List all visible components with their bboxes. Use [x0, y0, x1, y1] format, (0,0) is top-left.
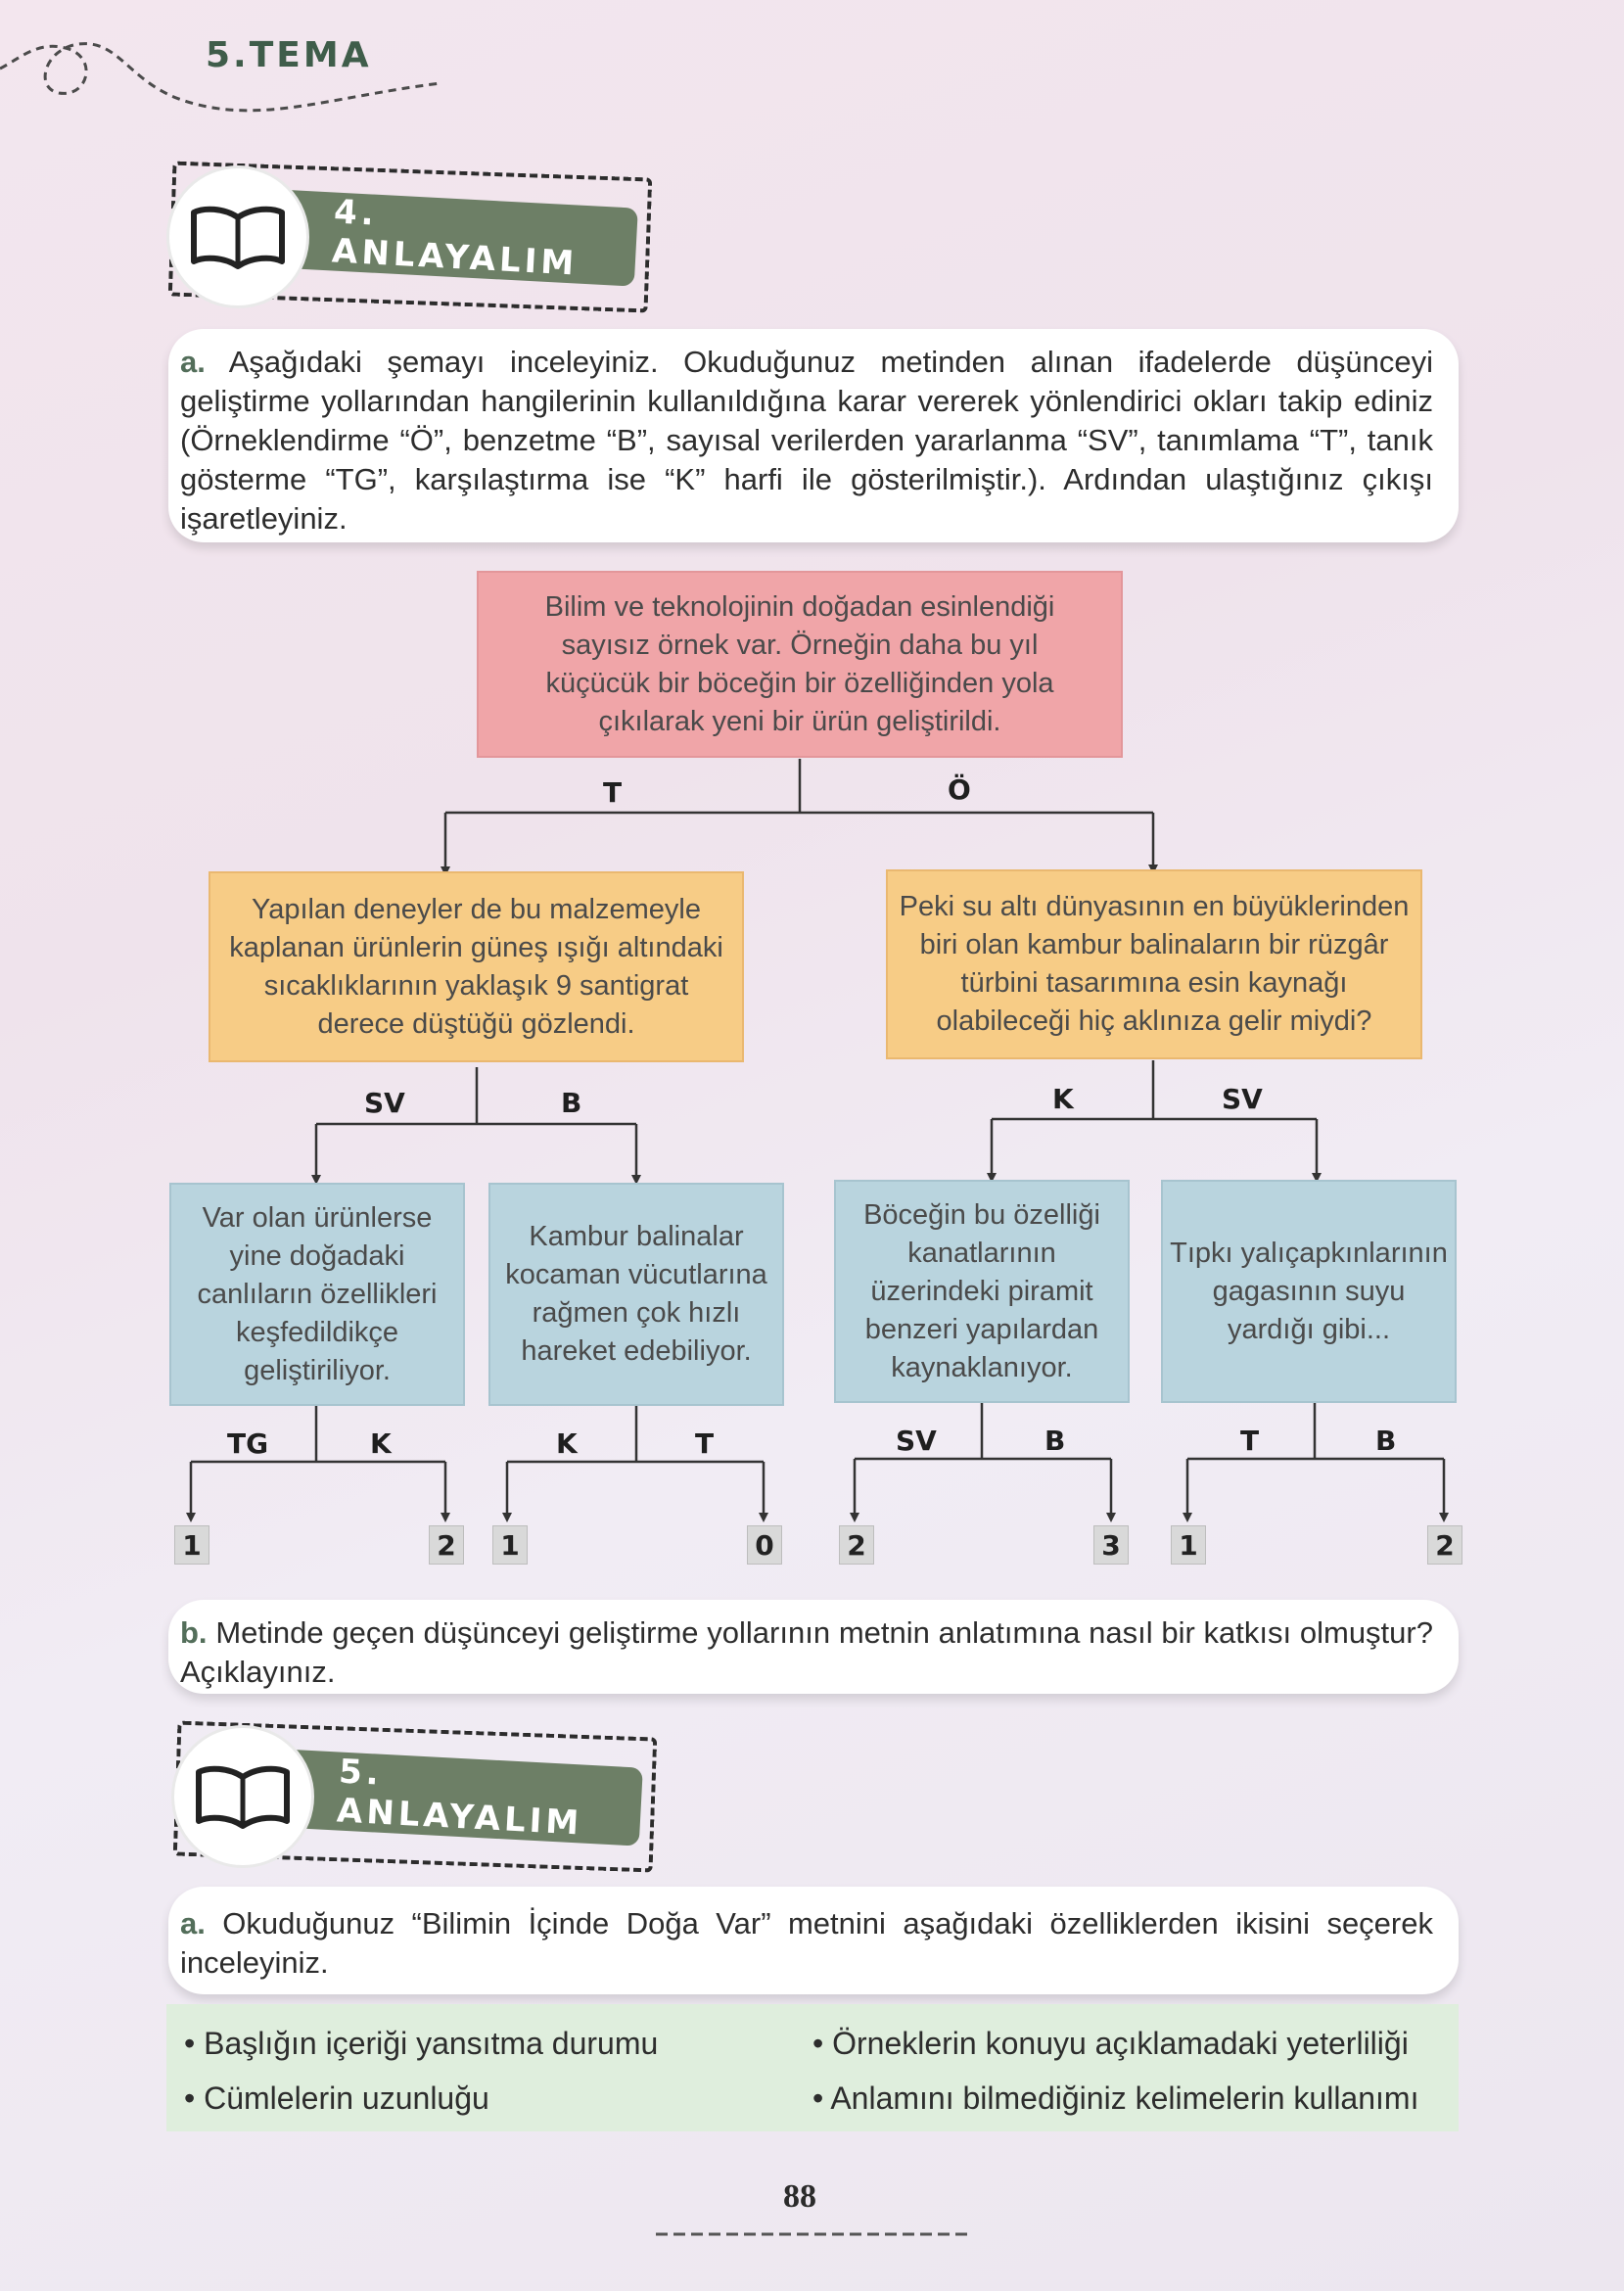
- section4-title: 4. ANLAYALIM: [331, 192, 580, 284]
- exit-checkbox[interactable]: 1: [174, 1525, 209, 1565]
- option-item: • Başlığın içeriği yansıtma durumu: [184, 2026, 659, 2061]
- section5-banner: [171, 1721, 661, 1844]
- left-label-2: B: [561, 1087, 582, 1119]
- diagram-leaf-box: [169, 1183, 465, 1406]
- leaf-3-label-2: B: [1044, 1425, 1066, 1457]
- leaf-2-label-1: K: [556, 1427, 578, 1460]
- footer-dash-decoration: [656, 2228, 969, 2240]
- page-number: 88: [783, 2178, 816, 2215]
- exit-checkbox[interactable]: 2: [839, 1525, 874, 1565]
- theme-title: 5.TEMA: [206, 35, 372, 75]
- diagram-right-box: [886, 869, 1422, 1059]
- section5-title: 5. ANLAYALIM: [336, 1752, 584, 1844]
- diagram-leaf-box: [834, 1180, 1130, 1403]
- diagram-leaf-box: [1161, 1180, 1457, 1403]
- right-label-2: SV: [1222, 1083, 1263, 1115]
- section5-question-text: Okuduğunuz “Bilimin İçinde Doğa Var” metnini aşağıdaki özelliklerden ikisini seçerek inceleyiniz.: [180, 1906, 1433, 1980]
- question-b-text: Metinde geçen düşünceyi geliştirme yollarının metnin anlatımına nasıl bir katkısı olmuştur? Açıklayınız.: [180, 1615, 1433, 1689]
- root-label-right: Ö: [948, 773, 971, 806]
- options-list: [166, 2004, 1459, 2131]
- leaf-2-label-2: T: [695, 1427, 715, 1460]
- diagram-root-text: Bilim ve teknolojinin doğadan esinlendiği sayısız örnek var. Örneğin daha bu yıl küçücük bir böceğin bir özelliğinden yola çıkılarak yeni bir ürün geliştirildi.: [544, 590, 1055, 737]
- left-label-1: SV: [364, 1087, 405, 1119]
- leaf-1-text: Var olan ürünlerse yine doğadaki canlıların özellikleri keşfedildikçe geliştiriliyor.: [197, 1201, 438, 1386]
- leaf-4-label-2: B: [1375, 1425, 1397, 1457]
- root-label-left: T: [603, 776, 623, 809]
- exit-checkbox[interactable]: 2: [429, 1525, 464, 1565]
- question-a-letter: a.: [180, 345, 206, 379]
- leaf-3-label-1: SV: [896, 1425, 937, 1457]
- leaf-1-label-2: K: [370, 1427, 392, 1460]
- section4-question-b: [168, 1600, 1459, 1694]
- exit-checkbox[interactable]: 0: [747, 1525, 782, 1565]
- right-label-1: K: [1052, 1083, 1074, 1115]
- question-b-letter: b.: [180, 1615, 208, 1650]
- book-icon: [171, 1725, 314, 1868]
- leaf-4-text: Tıpkı yalıçapkınlarının gagasının suyu yardığı gibi...: [1170, 1237, 1448, 1345]
- option-item: • Anlamını bilmediğiniz kelimelerin kullanımı: [812, 2081, 1419, 2116]
- option-item: • Örneklerin konuyu açıklamadaki yeterliliği: [812, 2026, 1409, 2061]
- leaf-2-text: Kambur balinalar kocaman vücutlarına rağmen çok hızlı hareket edebiliyor.: [505, 1221, 767, 1367]
- exit-checkbox[interactable]: 2: [1427, 1525, 1462, 1565]
- exit-checkbox[interactable]: 1: [492, 1525, 528, 1565]
- question-a-text: Aşağıdaki şemayı inceleyiniz. Okuduğunuz metinden alınan ifadelerde düşünceyi geliştirme yollarından hangilerinin kullanıldığına karar vererek yönlendirici okları takip ediniz (Örneklendirme “Ö”, benzetme “B”, sayısal verilerden yararlanma “SV”, tanımlama “T”, tanık gösterme “TG”, karşılaştırma ise “K” harfi ile gösterilmiştir.). Ardından ulaştığınız çıkışı işaretleyiniz.: [180, 345, 1433, 536]
- diagram-right-text: Peki su altı dünyasının en büyüklerinden biri olan kambur balinaların bir rüzgâr türbini tasarımına esin kaynağı olabileceği hiç aklınıza gelir miydi?: [899, 891, 1410, 1037]
- diagram-left-text: Yapılan deneyler de bu malzemeyle kaplanan ürünlerin güneş ışığı altındaki sıcaklıklarının yaklaşık 9 santigrat derece düştüğü gözlendi.: [229, 893, 723, 1040]
- diagram-left-box: [209, 871, 744, 1062]
- leaf-4-label-1: T: [1240, 1425, 1260, 1457]
- diagram-leaf-box: [488, 1183, 784, 1406]
- exit-checkbox[interactable]: 1: [1171, 1525, 1206, 1565]
- exit-checkbox[interactable]: 3: [1093, 1525, 1129, 1565]
- option-item: • Cümlelerin uzunluğu: [184, 2081, 489, 2116]
- leaf-1-label-1: TG: [227, 1427, 269, 1460]
- leaf-3-text: Böceğin bu özelliği kanatlarının üzerindeki piramit benzeri yapılardan kaynaklanıyor.: [863, 1198, 1100, 1383]
- section5-question-a: [168, 1887, 1459, 1994]
- diagram-root-box: [477, 571, 1123, 758]
- section5-question-letter: a.: [180, 1906, 206, 1940]
